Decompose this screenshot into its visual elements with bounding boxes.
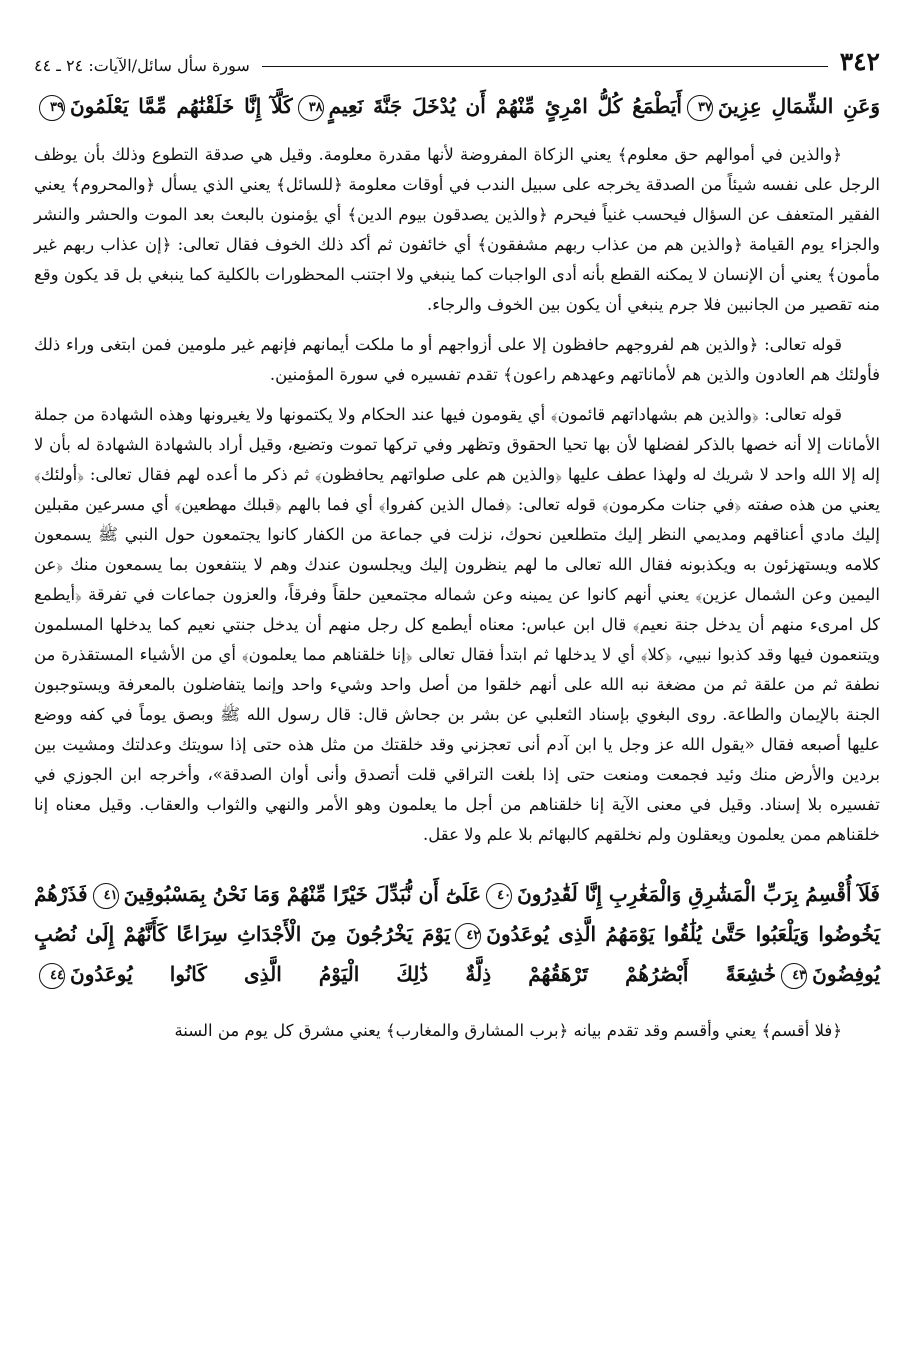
ayah-number-marker: ٣٨ [298,95,324,121]
verse-line-top [34,86,880,126]
ayah-number-marker: ٤٤ [39,963,65,989]
commentary-paragraph-final: ﴿فلا أقسم﴾ يعني وأقسم وقد تقدم بيانه ﴿برب المشارق والمغارب﴾ يعني مشرق كل يوم من السنة [174,1021,842,1040]
ayah-number-marker: ٤٠ [486,883,512,909]
ayah-number-marker: ٤٢ [455,923,481,949]
page-number: ٣٤٢ [839,47,880,76]
verse-text: وَعَنِ الشِّمَالِ عِزِينَ [717,94,880,118]
verse-text: عَلَىٰٓ أَن نُّبَدِّلَ خَيْرًا مِّنْهُمْ وَمَا نَحْنُ بِمَسْبُوقِينَ [123,882,482,906]
running-header [34,40,880,74]
verse-text: يَوْمَ يَخْرُجُونَ مِنَ الْأَجْدَاثِ سِرَاعًا كَأَنَّهُمْ إِلَىٰ نُصُبٍ يُوفِضُونَ [34,922,880,986]
commentary-paragraph-3: قوله تعالى: ﴿والذين هم بشهاداتهم قائمون﴾ أي يقومون فيها عند الحكام ولا يكتمونها ولا يغيرونها وهذه الشهادة من جملة الأمانات إلا أنه خصها بالذكر لفضلها لأن بها تحيا الحقوق وتظهر وفي تركها تموت وتضيع، وقيل أراد بالشهادة الشهادة له بأن لا إله إلا الله واحد لا شريك له ولهذا عطف عليها ﴿والذين هم على صلواتهم يحافظون﴾ ثم ذكر ما أعده لهم فقال تعالى: ﴿أولئك﴾ يعني من هذه صفته ﴿في جنات مكرمون﴾ قوله تعالى: ﴿فمال الذين كفروا﴾ أي فما بالهم ﴿قبلك مهطعين﴾ أي مسرعين مقبلين إليك مادي أعناقهم ومديمي النظر إليك متطلعين نحوك، نزلت في جماعة من الكفار كانوا يجتمعون حول النبي ﷺ يسمعون كلامه ويستهزئون به ويكذبونه فقال الله تعالى ما لهم ينظرون إليك ويجلسون عندك وهم لا ينتفعون بما يسمعون منك ﴿عن اليمين وعن الشمال عزين﴾ يعني أنهم كانوا عن يمينه وعن شماله مجتمعين حلقاً وفرقاً، والعزون جماعات في تفرقة ﴿أيطمع كل امرىء منهم أن يدخل جنة نعيم﴾ قال ابن عباس: معناه أيطمع كل رجل منهم أن يدخل جنتي نعيم كما يدخلها المسلمون ويتنعمون فيها وقد كذبوا نبيي، ﴿كلا﴾ أي لا يدخلها ثم ابتدأ فقال تعالى ﴿إنا خلقناهم مما يعلمون﴾ أي من الأشياء المستقذرة من نطفة ثم من علقة ثم من مضغة نبه الله على أنهم خلقوا من أصل واحد وشيء واحد وإنما يتفاضلون بالمعرفة ويستوجبون الجنة بالإيمان والطاعة. روى البغوي بإسناد الثعلبي عن بشر بن جحاش قال: قال رسول الله ﷺ وبصق يوماً في كفه ووضع عليها أصبعه فقال «يقول الله عز وجل يا ابن آدم أنى تعجزني وقد خلقتك من مثل هذه حتى إذا سويتك وعدلتك ومشيت بين بردين والأرض منك وئيد فجمعت ومنعت حتى إذا بلغت التراقي قلت أتصدق وأنى أوان الصدقة»، وأخرجه ابن الجوزي في تفسيره بلا إسناد. وقيل في معنى الآية إنا خلقناهم من أجل ما يعلمون وهو الأمر والنهي والثواب والعقاب. وقيل معناه إنا خلقناهم ممن يعلمون ويعقلون ولم نخلقهم كالبهائم بلا علم ولا عقل. [34,405,880,844]
running-title: سورة سأل سائل/الآيات: ٢٤ ـ ٤٤ [34,56,250,75]
verse-text: خَٰشِعَةً أَبْصَٰرُهُمْ تَرْهَقُهُمْ ذِلَّةٌ ذَٰلِكَ الْيَوْمُ الَّذِى كَانُوا يُوعَدُونَ [70,962,777,986]
verse-text: فَلَآ أُقْسِمُ بِرَبِّ الْمَشَٰرِقِ وَالْمَغَٰرِبِ إِنَّا لَقَٰدِرُونَ [517,882,880,906]
commentary-paragraph-2: قوله تعالى: ﴿والذين هم لفروجهم حافظون إلا على أزواجهم أو ما ملكت أيمانهم فإنهم غير ملومين فمن ابتغى وراء ذلك فأولئك هم العادون والذين هم لأماناتهم وعهدهم راعون﴾ تقدم تفسيره في سورة المؤمنين. [34,335,880,384]
verse-text: فَذَرْهُمْ يَخُوضُوا وَيَلْعَبُوا حَتَّىٰ يُلَٰقُوا يَوْمَهُمُ الَّذِى يُوعَدُونَ [34,882,880,946]
book-page [34,40,880,1056]
ayah-number-marker: ٤١ [93,883,119,909]
commentary-paragraph-1: ﴿والذين في أموالهم حق معلوم﴾ يعني الزكاة المفروضة لأنها مقدرة معلومة. وقيل هي صدقة التطوع وذلك بأن يوظف الرجل على نفسه شيئاً من الصدقة يخرجه على سبيل الندب في أوقات معلومة ﴿للسائل﴾ يعني الذي يسأل ﴿والمحروم﴾ يعني الفقير المتعفف عن السؤال فيحسب غنياً فيحرم ﴿والذين يصدقون بيوم الدين﴾ أي يؤمنون بالبعث بعد الموت والحشر والنشر والجزاء يوم القيامة ﴿والذين هم من عذاب ربهم مشفقون﴾ أي خائفون ثم أكد ذلك الخوف فقال تعالى: ﴿إن عذاب ربهم غير مأمون﴾ يعني أن الإنسان لا يمكنه القطع بأنه أدى الواجبات كما ينبغي ولا اجتنب المحظورات بالكلية كما ينبغي بل قد يكون وقع منه تقصير من الجانبين فلا جرم ينبغي أن يكون بين الخوف والرجاء. [33,145,880,314]
verse-text: كَلَّآ إِنَّا خَلَقْنَٰهُم مِّمَّا يَعْلَمُونَ [70,94,293,118]
verse-block [34,874,880,994]
verse-text: أَيَطْمَعُ كُلُّ امْرِئٍ مِّنْهُمْ أَن يُدْخَلَ جَنَّةَ نَعِيمٍ [328,94,682,118]
ayah-number-marker: ٣٧ [687,95,713,121]
ayah-number-marker: ٤٣ [781,963,807,989]
header-rule [262,66,828,67]
ayah-number-marker: ٣٩ [39,95,65,121]
